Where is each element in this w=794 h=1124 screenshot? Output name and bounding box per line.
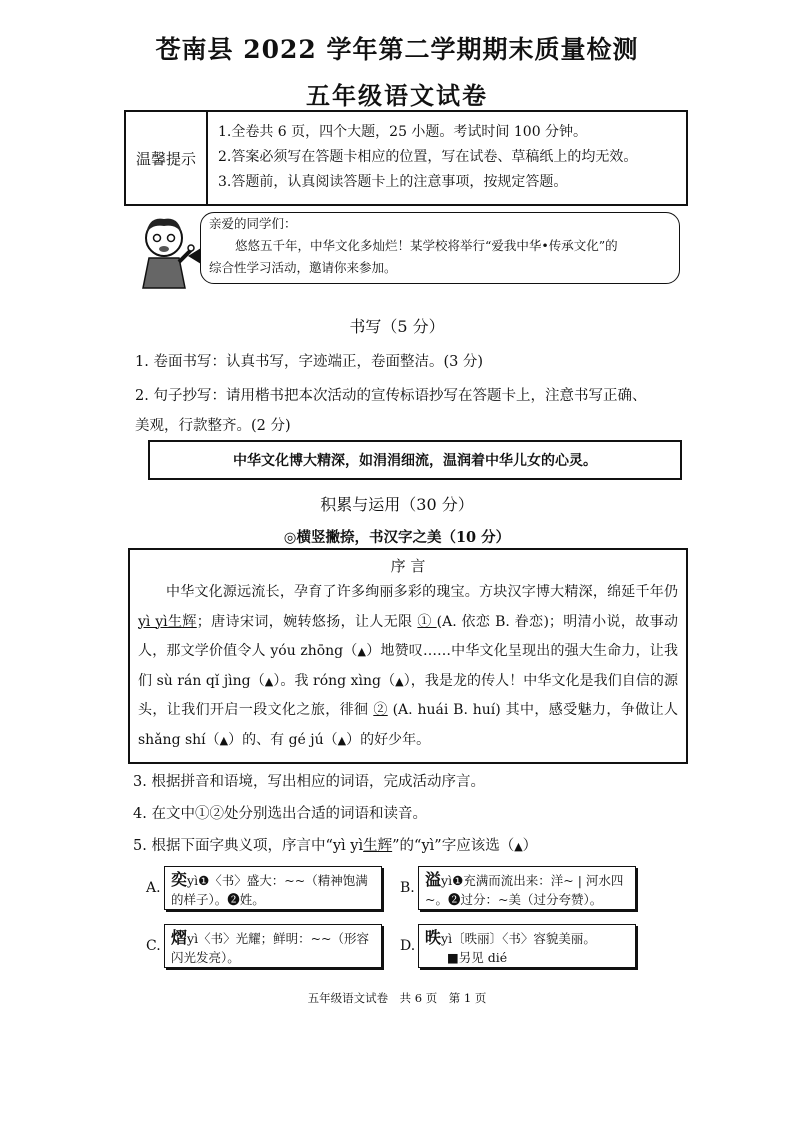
preface-text: 仍 <box>664 584 678 600</box>
preface-title: 序 言 <box>390 557 426 575</box>
option-a-box <box>164 866 382 910</box>
blank-1: ① <box>417 613 437 630</box>
tip-item: 3.答题前，认真阅读答题卡上的注意事项，按规定答题。 <box>218 174 568 190</box>
subsection-title: ◎横竖撇捺，书汉字之美（10 分） <box>283 529 511 546</box>
triangle-blank: ▲ <box>264 674 274 688</box>
q5-text: ”的“yì”字应该选（ <box>392 838 515 854</box>
option-a-letter: A. <box>146 880 161 896</box>
option-d-box <box>418 924 636 968</box>
preface-text: (A. huái B. huí) 其中，感受魅力，争做让人 shǎng shí（ <box>138 702 679 748</box>
exam-subtitle: 五年级语文试卷 <box>306 81 488 110</box>
preface-text: (A. 依恋 B. 眷恋)；明清小说，故事动人，那文学价值令人 yóu zhōng（ <box>138 613 679 659</box>
question-1: 1. 卷面书写：认真书写，字迹端正，卷面整洁。(3 分) <box>135 354 484 370</box>
option-head-char: 奕 <box>171 870 188 889</box>
option-note: ■另见 dié <box>447 950 508 965</box>
preface-text: ）的、有 gé jú（ <box>228 731 338 748</box>
option-head-char: 熠 <box>171 928 188 947</box>
triangle-blank: ▲ <box>395 674 404 688</box>
preface-text: ）的好少年。 <box>346 731 431 748</box>
tips-box <box>124 110 688 206</box>
q5-underlined: 生辉 <box>363 838 393 854</box>
option-d-letter: D. <box>400 938 416 954</box>
student-avatar-icon <box>133 214 195 290</box>
option-c-letter: C. <box>146 938 161 954</box>
tips-list <box>208 112 686 204</box>
triangle-blank: ▲ <box>357 645 367 658</box>
q5-text: 5. 根据下面字典义项，序言中“yì yì <box>133 838 364 854</box>
section-accumulation-title: 积累与运用（30 分） <box>320 495 474 514</box>
option-definition: yì〔昳丽〕〈书〉容貌美丽。 <box>441 931 596 946</box>
greeting: 亲爱的同学们： <box>209 216 297 231</box>
speech-bubble <box>200 212 680 284</box>
q5-text: ） <box>522 838 538 854</box>
preface-text: ）。我 róng xìng（ <box>273 672 396 689</box>
option-definition: yì❶充满而流出来：洋~ | 河水四~。❷过分：~美（过分夸赞）。 <box>425 873 624 907</box>
blank-2: ② <box>373 702 388 718</box>
preface-body <box>138 578 678 755</box>
preface-box <box>128 548 688 764</box>
tip-item: 1.全卷共 6 页，四个大题，25 小题。考试时间 100 分钟。 <box>218 124 588 140</box>
tip-item: 2.答案必须写在答题卡相应的位置，写在试卷、草稿纸上的均无效。 <box>218 149 638 165</box>
option-definition: yì〈书〉光耀；鲜明：~~（形容闪光发亮）。 <box>171 931 370 965</box>
section-writing-title: 书写（5 分） <box>349 317 445 336</box>
tips-label: 温馨提示 <box>126 112 208 204</box>
option-definition: yì❶〈书〉盛大：~~（精神饱满的样子）。❷姓。 <box>171 873 368 907</box>
question-4: 4. 在文中①②处分别选出合适的词语和读音。 <box>133 806 427 822</box>
exam-title: 苍南县 2022 学年第二学期期末质量检测 <box>155 35 639 64</box>
preface-text: ），我是龙的传人！中华文化是我们自信的源头，让我们开启一段文化之旅，徘徊 <box>138 672 678 718</box>
pinyin-underlined: yì yì生辉 <box>138 613 197 630</box>
page-footer: 五年级语文试卷 共 6 页 第 1 页 <box>307 991 487 1005</box>
option-b-letter: B. <box>400 880 415 896</box>
intro-line: 综合性学习活动，邀请你来参加。 <box>209 260 397 275</box>
option-b-box <box>418 866 636 910</box>
triangle-blank: ▲ <box>514 840 523 853</box>
intro-line: 悠悠五千年，中华文化多灿烂！某学校将举行“爱我中华•传承文化”的 <box>235 238 618 253</box>
question-3: 3. 根据拼音和语境，写出相应的词语，完成活动序言。 <box>133 774 485 790</box>
preface-text: ）地赞叹……中华文化呈现出的强大生命力，让我们 sù rán qǐ jìng（ <box>138 643 678 689</box>
triangle-blank: ▲ <box>337 733 347 747</box>
triangle-blank: ▲ <box>219 733 229 747</box>
slogan-box: 中华文化博大精深，如涓涓细流，温润着中华儿女的心灵。 <box>148 440 682 480</box>
question-5 <box>133 834 537 855</box>
option-head-char: 昳 <box>425 928 442 947</box>
question-2-cont: 美观，行款整齐。(2 分) <box>135 418 291 434</box>
preface-text: 中华文化源远流长，孕育了许多绚丽多彩的瑰宝。方块汉字博大精深，绵延千年 <box>166 584 664 600</box>
option-head-char: 溢 <box>425 870 442 889</box>
option-c-box <box>164 924 382 968</box>
preface-text: ；唐诗宋词，婉转悠扬，让人无限 <box>196 613 418 630</box>
question-2: 2. 句子抄写：请用楷书把本次活动的宣传标语抄写在答题卡上，注意书写正确、 <box>135 388 647 404</box>
